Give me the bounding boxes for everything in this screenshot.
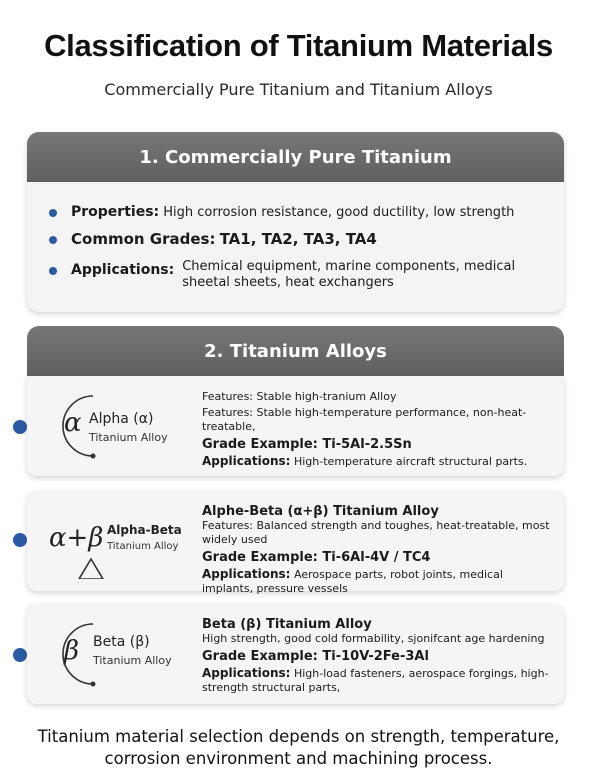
bullet-icon — [13, 648, 27, 662]
list-item — [49, 204, 559, 221]
alpha-name: Alpha (α) — [89, 411, 154, 427]
applications-value: Aerospace parts, robot joints, medical implants, pressure vessels — [202, 568, 503, 595]
applications-value: High-temperature aircraft structural parts. — [293, 455, 528, 468]
beta-feature: High strength, good cold formability, sjonifcant age hardening — [202, 632, 545, 645]
beta-sub: Titanium Alloy — [93, 654, 172, 667]
section-titanium-alloys — [27, 326, 564, 376]
alloy-card-alpha — [27, 376, 564, 476]
bullet-icon — [13, 533, 27, 547]
applications-label: Applications: — [202, 454, 291, 468]
page-title: Classification of Titanium Materials — [44, 28, 553, 63]
beta-info — [202, 618, 557, 697]
grade-label: Grade Example: — [202, 649, 318, 664]
footer-note: Titanium material selection depends on strength, temperature, corrosion environment and machining process. — [37, 727, 560, 768]
section-header: 1. Commercially Pure Titanium — [27, 132, 564, 182]
alpha-beta-symbol: α+β — [49, 523, 104, 553]
alpha-beta-grade — [202, 551, 557, 565]
alpha-beta-feature: Features: Balanced strength and toughes, heat-treatable, most widely used — [202, 519, 550, 546]
alpha-symbol: α — [64, 408, 82, 438]
page-subtitle: Commercially Pure Titanium and Titanium Alloys — [104, 80, 493, 99]
applications-label: Applications: — [202, 567, 291, 581]
properties-value: High corrosion resistance, good ductility, low strength — [163, 205, 515, 220]
bullet-icon — [13, 420, 27, 434]
grade-value: Ti-5Al-2.5Sn — [322, 437, 412, 452]
beta-applications — [202, 666, 557, 695]
beta-heading: Beta (β) Titanium Alloy — [202, 617, 372, 632]
alpha-grade — [202, 438, 557, 452]
grades-value: TA1, TA2, TA3, TA4 — [219, 230, 377, 248]
alloy-card-beta — [27, 604, 564, 704]
grade-label: Grade Example: — [202, 437, 318, 452]
alpha-emblem — [49, 388, 199, 464]
list-item — [49, 231, 559, 249]
grades-label: Common Grades: — [71, 230, 216, 248]
grade-value: Ti-10V-2Fe-3Al — [322, 649, 429, 664]
beta-grade — [202, 650, 557, 664]
section-header: 2. Titanium Alloys — [27, 326, 564, 376]
alpha-beta-heading: Alphe-Beta (α+β) Titanium Alloy — [202, 504, 439, 519]
grade-value: Ti-6Al-4V / TC4 — [322, 550, 431, 565]
alpha-info — [202, 390, 557, 471]
section-pure-titanium — [27, 132, 564, 312]
alloy-card-alpha-beta — [27, 491, 564, 595]
applications-value: High-load fasteners, aerospace forgings, high-strength structural parts, — [202, 667, 549, 694]
alpha-beta-name: Alpha-Beta — [107, 523, 182, 537]
beta-name: Beta (β) — [93, 634, 150, 650]
alpha-beta-info — [202, 505, 557, 598]
beta-symbol: β — [64, 636, 80, 666]
alpha-beta-applications — [202, 567, 557, 596]
alpha-feature-1: Features: Stable high-tranium Alloy — [202, 390, 397, 403]
alpha-beta-sub: Titanium Alloy — [107, 541, 179, 552]
beta-emblem — [49, 616, 199, 692]
bullet-icon — [49, 209, 57, 217]
bullet-icon — [49, 267, 57, 275]
list-item — [49, 259, 559, 291]
applications-label: Applications: — [202, 666, 291, 680]
alpha-applications — [202, 454, 557, 469]
bullet-icon — [49, 236, 57, 244]
applications-value: Chemical equipment, marine components, medical sheetal sheets, heat exchangers — [182, 259, 516, 290]
applications-label: Applications: — [71, 262, 175, 278]
grade-label: Grade Example: — [202, 550, 318, 565]
alpha-feature-2: Features: Stable high-temperature performance, non-heat-treatable, — [202, 406, 527, 433]
alpha-sub: Titanium Alloy — [89, 431, 168, 444]
properties-list — [49, 204, 559, 301]
properties-label: Properties: — [71, 204, 160, 220]
alpha-beta-emblem — [49, 503, 199, 579]
